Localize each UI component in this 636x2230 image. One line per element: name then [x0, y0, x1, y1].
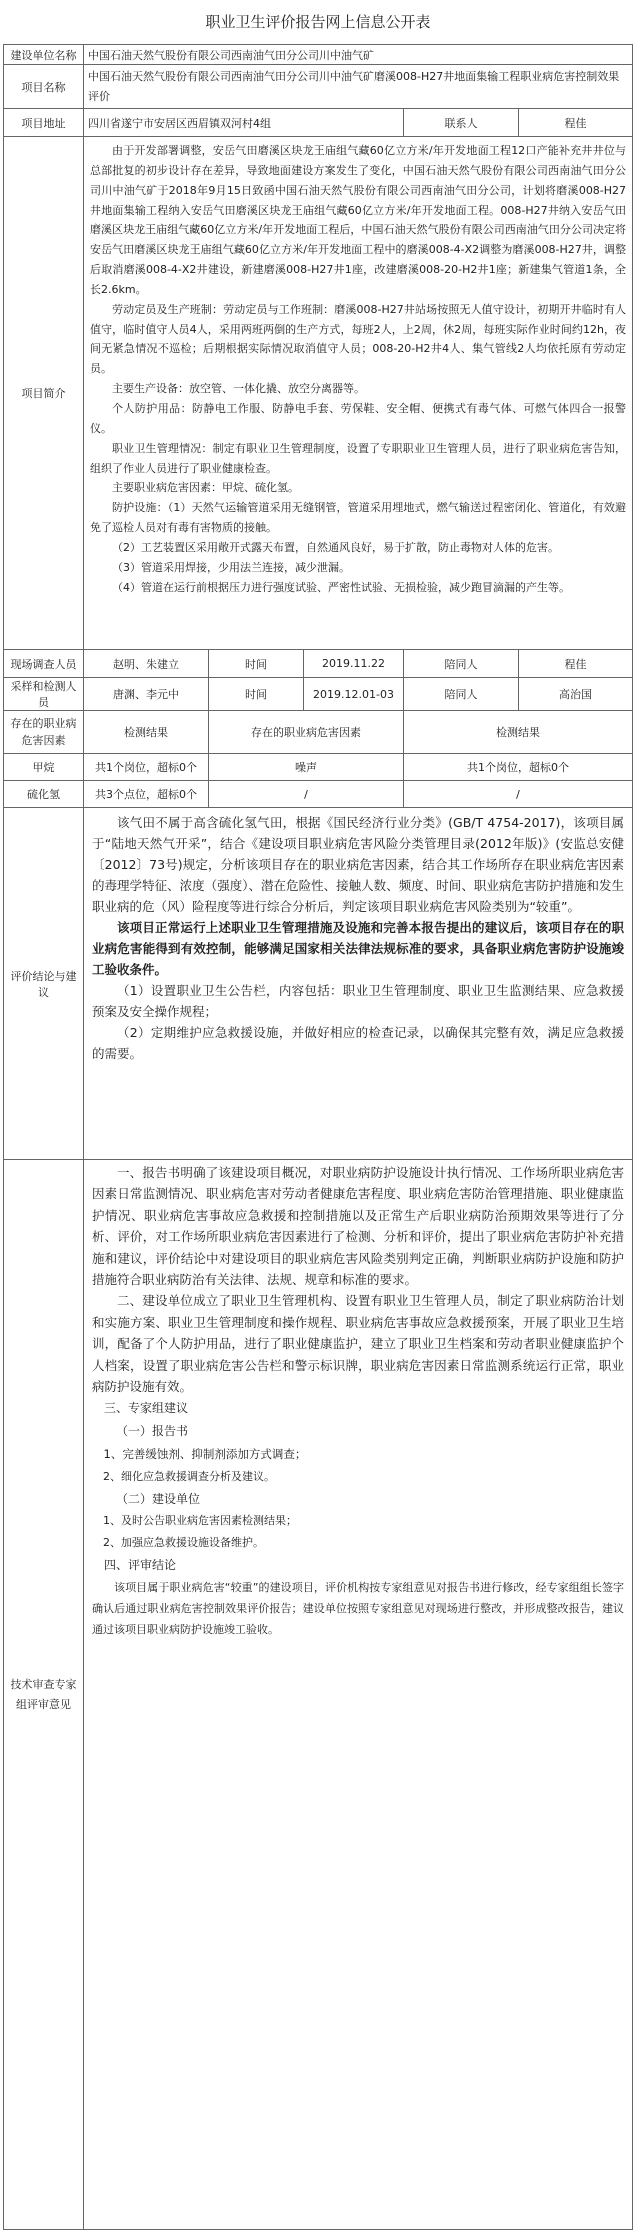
project-label: 项目名称	[4, 65, 84, 109]
sampling-time: 2019.12.01-03	[304, 678, 404, 711]
expert-heading: 三、专家组建议	[104, 1401, 189, 1416]
sampling-companion-label: 陪同人	[404, 678, 519, 711]
hazard-result: 共1个岗位，超标0个	[84, 754, 209, 781]
expert-label: 技术审查专家组评审意见	[4, 1160, 84, 2230]
row-conclusion	[4, 808, 633, 1160]
hazard-result-2: /	[404, 781, 633, 808]
intro-paragraph: （2）工艺装置区采用敞开式露天布置，自然通风良好，易于扩散，防止毒物对人体的危害。	[112, 540, 559, 554]
contact-label: 联系人	[404, 109, 519, 137]
expert-item: 1、及时公告职业病危害因素检测结果；	[103, 1514, 297, 1528]
contact-value: 程佳	[519, 109, 633, 137]
expert-subheading: （一）报告书	[116, 1424, 189, 1439]
intro-paragraph: 主要职业病危害因素：甲烷、硫化氢。	[112, 481, 299, 495]
unit-label: 建设单位名称	[4, 45, 84, 65]
expert-paragraph: 二、建设单位成立了职业卫生管理机构、设置有职业卫生管理人员，制定了职业病防治计划和实施方案、职业卫生管理制度和操作规程、职业病危害事故应急救援预案，开展了职业卫生培训，配备了个人防护用品，进行了职业健康监护，建立了职业卫生档案和劳动者职业健康监护个人档案，设置了职业病危害公告栏和警示标识牌，职业病危害因素日常监测系统运行正常，职业病防护设施有效。	[92, 1293, 625, 1395]
survey-companion-label: 陪同人	[404, 650, 519, 678]
expert-paragraph: 一、报告书明确了该建设项目概况，对职业病防护设施设计执行情况、工作场所职业病危害因素日常监测情况、职业病危害对劳动者健康危害程度、职业病危害防治管理措施、职业健康监护情况、职业病危害事故应急救援和控制措施以及正常生产后职业病防治预期效果等进行了分析、评价，对工作场所职业病危害因素进行了检测、分析和评价，提出了职业病危害防护补充措施和建议，评价结论中对建设项目的职业病危害风险类别判定正确，判断职业病防护设施和防护措施符合职业病防治有关法律、法规、规章和标准的要求。	[92, 1165, 625, 1288]
intro-paragraph: （4）管道在运行前根据压力进行强度试验、严密性试验、无损检验，减少跑冒滴漏的产生等。	[112, 580, 570, 594]
unit-value: 中国石油天然气股份有限公司西南油气田分公司川中油气矿	[84, 45, 633, 65]
row-hazard-header	[4, 711, 633, 754]
survey-label: 现场调查人员	[4, 650, 84, 678]
row-address	[4, 109, 633, 137]
sampling-time-label: 时间	[209, 678, 304, 711]
hazard-result: 共3个点位，超标0个	[84, 781, 209, 808]
intro-label: 项目简介	[4, 137, 84, 650]
address-label: 项目地址	[4, 109, 84, 137]
survey-companion: 程佳	[519, 650, 633, 678]
expert-subheading: （二）建设单位	[116, 1492, 201, 1507]
row-survey	[4, 650, 633, 678]
hazard-header-factor-2: 存在的职业病危害因素	[209, 711, 404, 754]
hazard-header-result: 检测结果	[84, 711, 209, 754]
intro-paragraph: 个人防护用品：防静电工作服、防静电手套、劳保鞋、安全帽、便携式有毒气体、可燃气体四合一报警仪。	[90, 401, 627, 435]
hazard-row	[4, 754, 633, 781]
intro-paragraph: （3）管道采用焊接，少用法兰连接，减少泄漏。	[112, 560, 350, 574]
conclusion-content	[84, 808, 633, 1160]
hazard-factor-2: /	[209, 781, 404, 808]
row-sampling	[4, 678, 633, 711]
expert-item: 1、完善缓蚀剂、抑制剂添加方式调查；	[103, 1447, 307, 1462]
hazard-factor-2: 噪声	[209, 754, 404, 781]
conclusion-suggestion: （2）定期维护应急救援设施，并做好相应的检查记录，以确保其完整有效，满足应急救援的需要。	[92, 1025, 625, 1061]
hazard-header-result-2: 检测结果	[404, 711, 633, 754]
hazard-factor: 硫化氢	[4, 781, 84, 808]
hazard-result-2: 共1个岗位，超标0个	[404, 754, 633, 781]
row-project	[4, 65, 633, 109]
intro-paragraph: 职业卫生管理情况：制定有职业卫生管理制度，设置了专职职业卫生管理人员，进行了职业病危害告知，组织了作业人员进行了职业健康检查。	[90, 441, 627, 475]
expert-item: 2、细化应急救援调查分析及建议。	[103, 1470, 275, 1484]
conclusion-suggestion: （1）设置职业卫生公告栏，内容包括：职业卫生管理制度、职业卫生监测结果、应急救援预案及安全操作规程；	[92, 983, 625, 1019]
address-value: 四川省遂宁市安居区西眉镇双河村4组	[84, 109, 404, 137]
row-unit	[4, 45, 633, 65]
page-title: 职业卫生评价报告网上信息公开表	[205, 13, 431, 31]
intro-paragraph: 主要生产设备：放空管、一体化撬、放空分离器等。	[112, 382, 365, 396]
row-intro	[4, 137, 633, 650]
intro-paragraph: 防护设施：（1）天然气运输管道采用无缝钢管，管道采用埋地式，燃气输送过程密闭化、管道化，有效避免了巡检人员对有毒有害物质的接触。	[90, 501, 627, 535]
survey-time: 2019.11.22	[304, 650, 404, 678]
sampling-names: 唐渊、李元中	[84, 678, 209, 711]
hazard-factor: 甲烷	[4, 754, 84, 781]
survey-names: 赵明、朱建立	[84, 650, 209, 678]
conclusion-highlight: 该项目正常运行上述职业卫生管理措施及设施和完善本报告提出的建议后，该项目存在的职业病危害能得到有效控制，能够满足国家相关法律法规标准的要求，具备职业病危害防护设施竣工验收条件。	[92, 920, 625, 977]
info-table	[3, 44, 633, 2230]
hazard-header-factor: 存在的职业病危害因素	[4, 711, 84, 754]
survey-time-label: 时间	[209, 650, 304, 678]
conclusion-paragraph: 该气田不属于高含硫化氢气田，根据《国民经济行业分类》(GB/T 4754-2017)，该项目属于“陆地天然气开采”，结合《建设项目职业病危害风险分类管理目录(2012年版)》(安监总安健〔2012〕73号)规定，分析该项目存在的职业病危害因素，结合其工作场所存在职业病危害因素的毒理学特征、浓度（强度）、潜在危险性、接触人数、频度、时间、职业病危害防护措施和发生职业病的危（风）险程度等进行综合分析后，判定该项目职业病危害风险类别为“较重”。	[92, 815, 625, 914]
project-value: 中国石油天然气股份有限公司西南油气田分公司川中油气矿磨溪008-H27井地面集输工程职业病危害控制效果评价	[84, 65, 633, 109]
conclusion-label: 评价结论与建议	[4, 808, 84, 1160]
intro-paragraph: 劳动定员及生产班制：劳动定员与工作班制：磨溪008-H27井站场按照无人值守设计，初期开井临时有人值守，临时值守人员4人，采用两班两倒的生产方式，每班2人，上2周，休2周，每班实际作业时间约12h，夜间无紧急情况不巡检；后期根据实际情况取消值守人员；008-20-H2井4人、集气管线2人均依托原有劳动定员。	[90, 302, 627, 376]
hazard-row	[4, 781, 633, 808]
intro-content	[84, 137, 633, 650]
expert-heading: 四、评审结论	[104, 1558, 177, 1573]
expert-paragraph: 该项目属于职业病危害“较重”的建设项目，评价机构按专家组意见对报告书进行修改，经专家组组长签字确认后通过职业病危害控制效果评价报告；建设单位按照专家组意见对现场进行整改，并形成整改报告，建议通过该项目职业病防护设施竣工验收。	[92, 1581, 625, 1637]
sampling-companion: 高治国	[519, 678, 633, 711]
intro-paragraph: 由于开发部署调整，安岳气田磨溪区块龙王庙组气藏60亿立方米/年开发地面工程12口产能补充井井位与总部批复的初步设计存在差异，导致地面建设方案发生了变化，中国石油天然气股份有限公司西南油气田分公司川中油气矿于2018年9月15日致函中国石油天然气股份有限公司西南油气田分公司，计划将磨溪008-H27井地面集输工程纳入安岳气田磨溪区块龙王庙组气藏60亿立方米/年开发地面工程。008-H27井纳入安岳气田磨溪区块龙王庙组气藏60亿立方米/年开发地面工程后，中国石油天然气股份有限公司西南油气田分公司决定将安岳气田磨溪区块龙王庙组气藏60亿立方米/年开发地面工程中的磨溪008-4-X2调整为磨溪008-H27井，调整后取消磨溪008-4-X2井建设，新建磨溪008-H27井1座，改建磨溪008-20-H2井1座；新建集气管道1条，全长2.6km。	[90, 144, 627, 296]
expert-content	[84, 1160, 633, 2230]
expert-item: 2、加强应急救援设施设备维护。	[103, 1536, 264, 1550]
sampling-label: 采样和检测人员	[4, 678, 84, 711]
row-expert	[4, 1160, 633, 2230]
